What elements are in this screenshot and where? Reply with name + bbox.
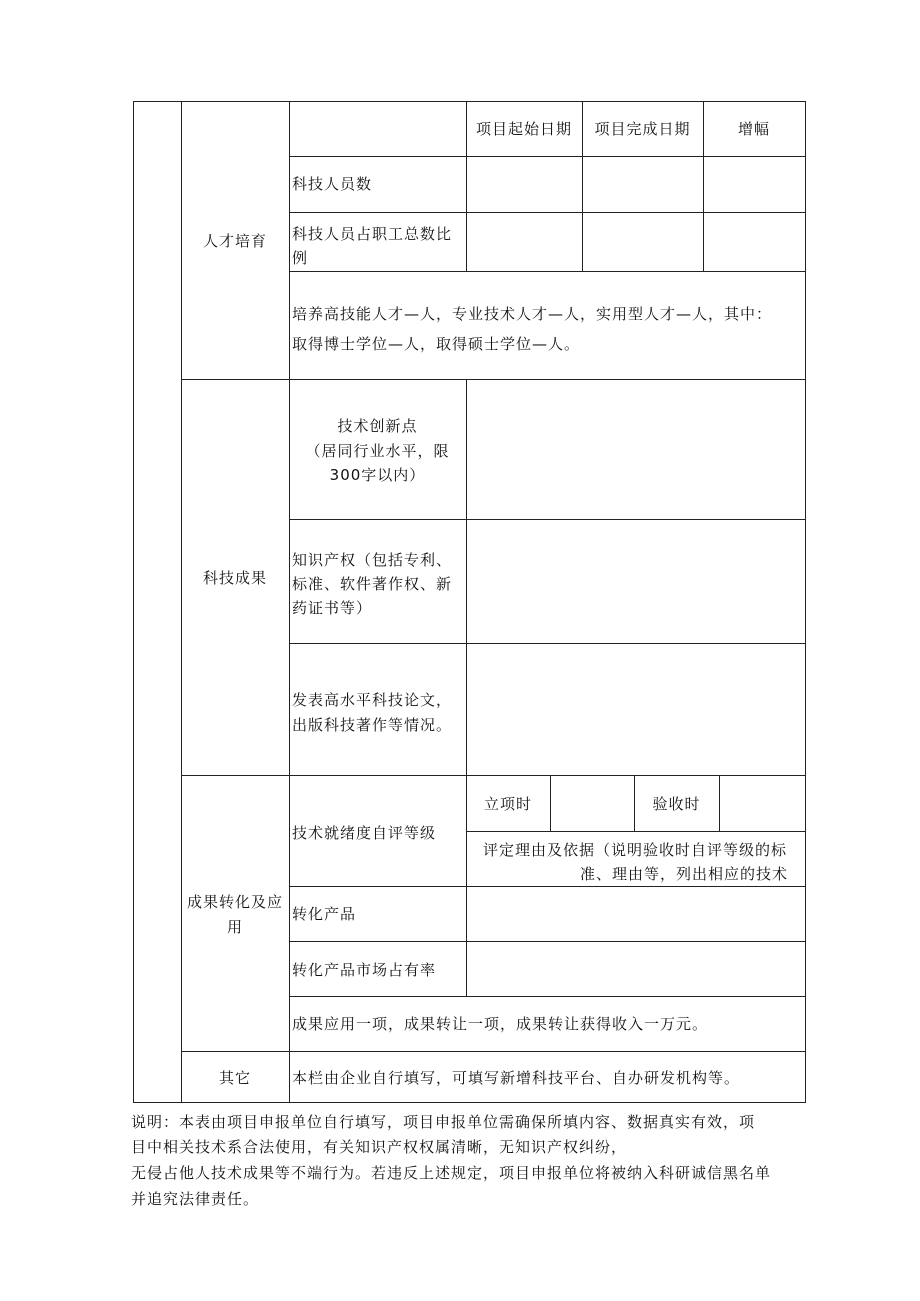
footnote-line: 并追究法律责任。 (131, 1190, 260, 1208)
achievements-section-label: 科技成果 (202, 569, 267, 587)
other-note-text: 本栏由企业自行填写，可填写新增科技平台、自办研发机构等。 (292, 1069, 741, 1087)
row-divider (289, 996, 805, 997)
col-header-start-date: 项目起始日期 (475, 120, 572, 138)
section-divider (181, 379, 805, 380)
column-divider (719, 775, 720, 832)
row-divider (289, 156, 805, 157)
column-divider (289, 101, 290, 1103)
row-divider (289, 941, 805, 942)
table-right-border (805, 101, 806, 1103)
row-divider (289, 271, 805, 272)
transfer-summary-text: 成果应用一项，成果转让一项，成果转让获得收入一万元。 (292, 1015, 709, 1033)
at-approval-label: 立项时 (483, 795, 532, 813)
cultivation-text-cont: 取得博士学位—人，取得硕士学位—人。 (292, 335, 581, 353)
footnote-line: 无侵占他人技术成果等不端行为。若违反上述规定，项目申报单位将被纳入科研诚信黑名单 (131, 1164, 772, 1182)
readiness-label: 技术就绪度自评等级 (292, 824, 437, 842)
section-divider (181, 775, 805, 776)
row-divider (289, 519, 805, 520)
table-left-border (133, 101, 134, 1103)
table-top-border (133, 101, 805, 102)
column-divider (466, 379, 467, 776)
product-label: 转化产品 (292, 905, 357, 923)
innovation-label: 技术创新点 (337, 417, 418, 435)
innovation-label-limit: 300字以内） (329, 466, 426, 484)
ip-label-cont: 标准、软件著作权、新 (292, 575, 453, 593)
other-section-label: 其它 (218, 1069, 251, 1087)
cultivation-text: 培养高技能人才—人，专业技术人才—人，实用型人才—人，其中： (292, 305, 773, 323)
market-share-label: 转化产品市场占有率 (292, 961, 437, 979)
section-divider (181, 1051, 805, 1052)
row-label-staff-ratio-cont: 例 (292, 249, 309, 267)
row-divider (289, 886, 805, 887)
basis-text: 评定理由及依据（说明验收时自评等级的标 (483, 841, 788, 859)
column-divider (550, 775, 551, 832)
talent-section-label: 人才培育 (202, 232, 267, 250)
row-label-staff-ratio: 科技人员占职工总数比 (292, 225, 453, 243)
footnote-line: 说明：本表由项目申报单位自行填写，项目申报单位需确保所填内容、数据真实有效，项 (131, 1113, 756, 1131)
row-divider (289, 643, 805, 644)
footnote-line: 目中相关技术系合法使用，有关知识产权权属清晰，无知识产权纠纷， (131, 1138, 628, 1156)
at-acceptance-label: 验收时 (652, 795, 701, 813)
papers-label-cont: 出版科技著作等情况。 (292, 716, 453, 734)
innovation-label-cont: （居同行业水平，限 (305, 442, 450, 460)
row-divider (466, 831, 805, 832)
table-bottom-border (133, 1102, 805, 1103)
transfer-section-label-cont: 用 (226, 918, 243, 936)
col-header-end-date: 项目完成日期 (594, 120, 691, 138)
row-divider (289, 212, 805, 213)
ip-label: 知识产权（包括专利、 (292, 551, 453, 569)
ip-label-end: 药证书等） (292, 599, 373, 617)
col-header-growth: 增幅 (737, 120, 770, 138)
papers-label: 发表高水平科技论文， (292, 691, 453, 709)
basis-text-cont: 准、理由等，列出相应的技术 (580, 865, 789, 883)
row-label-staff-count: 科技人员数 (292, 175, 373, 193)
transfer-section-label: 成果转化及应 (186, 893, 283, 911)
